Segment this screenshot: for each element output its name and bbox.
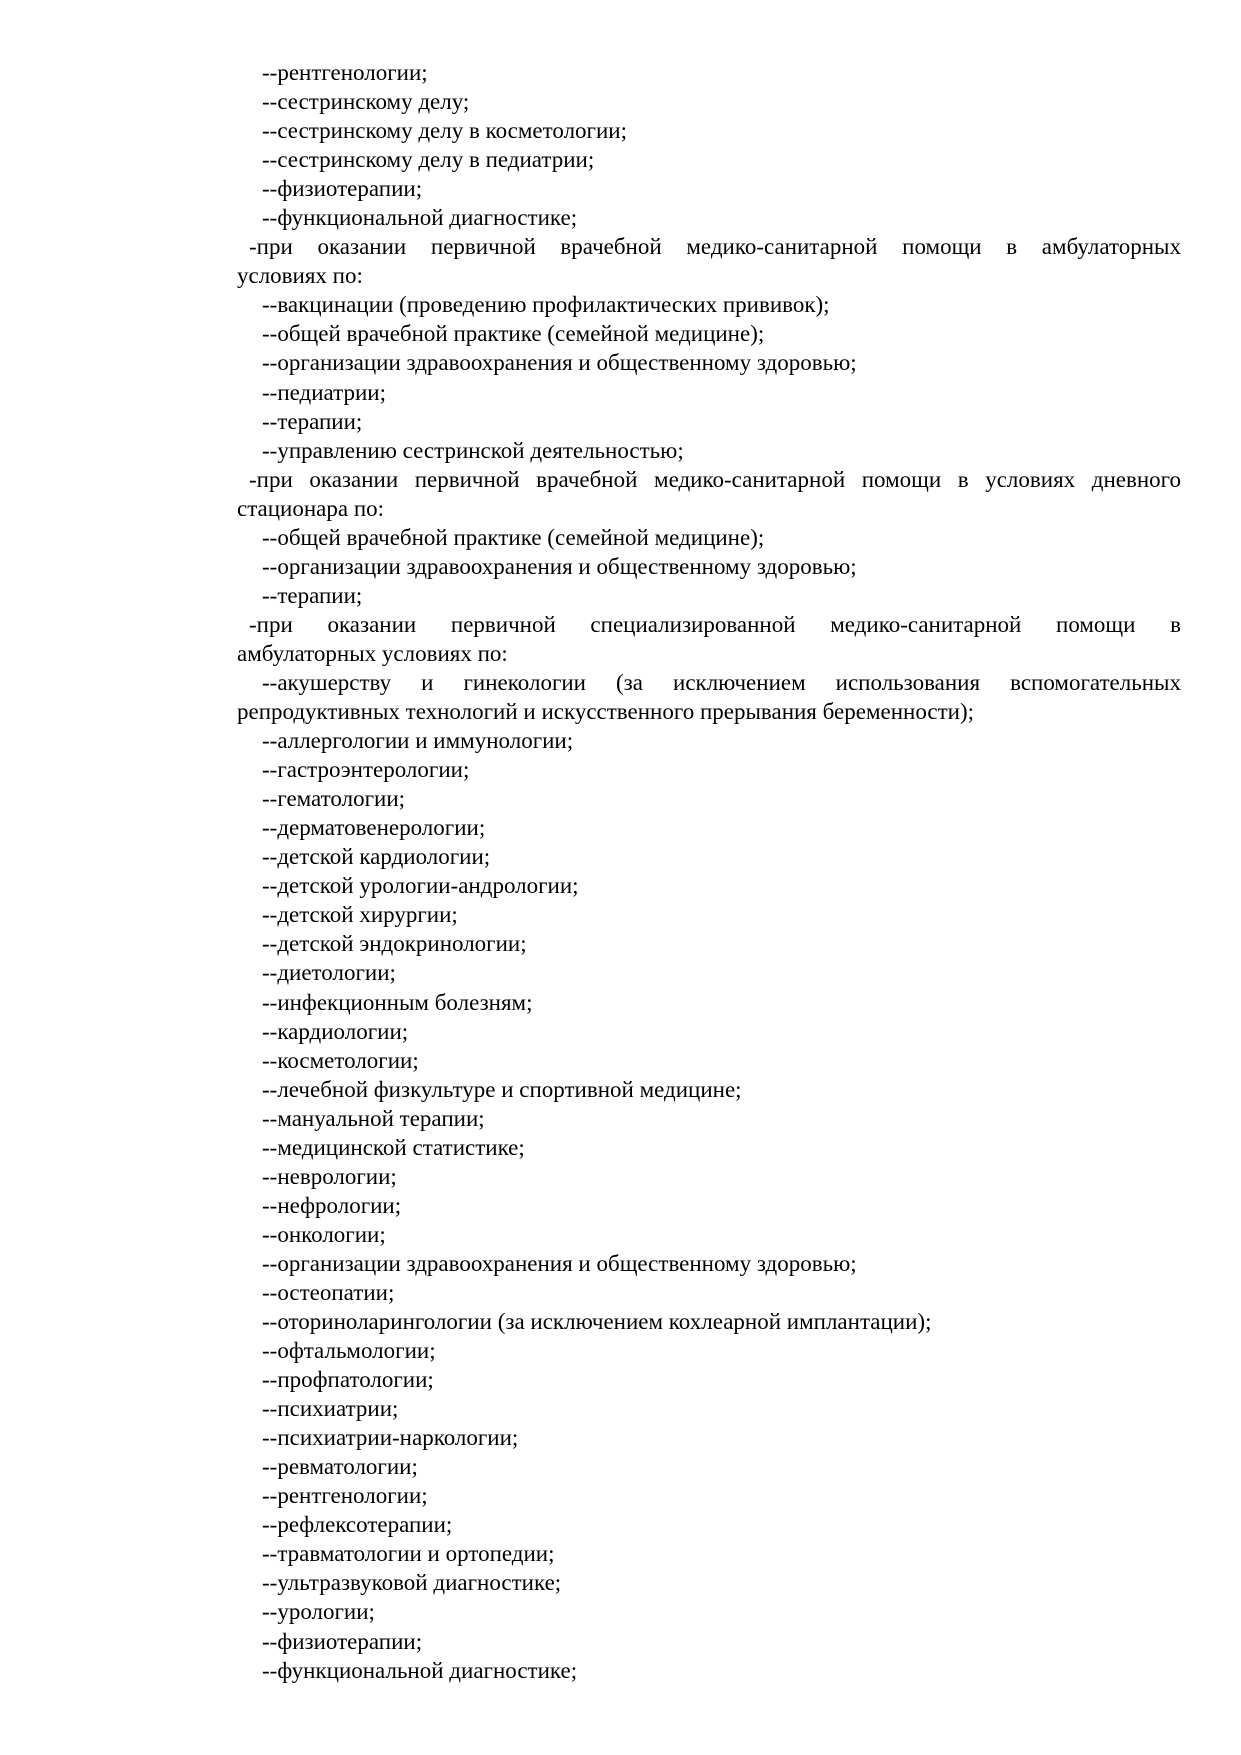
document-line: --урологии; (262, 1599, 375, 1625)
document-line: --вакцинации (проведению профилактических прививок); (262, 292, 830, 318)
document-line: --нефрологии; (262, 1192, 402, 1218)
document-line: --ревматологии; (262, 1454, 418, 1480)
document-line: стационара по: (237, 495, 385, 521)
document-line: --гематологии; (262, 786, 406, 812)
document-line: --функциональной диагностике; (262, 205, 578, 231)
document-line: --рентгенологии; (262, 1483, 428, 1509)
document-line: --офтальмологии; (262, 1338, 436, 1364)
document-line: --организации здравоохранения и общественному здоровью; (262, 553, 857, 579)
document-line: --управлению сестринской деятельностью; (262, 437, 684, 463)
document-line: --организации здравоохранения и общественному здоровью; (262, 1250, 857, 1276)
document-line: --диетологии; (262, 960, 396, 986)
document-line: --детской эндокринологии; (262, 931, 527, 957)
document-line: условиях по: (237, 263, 363, 289)
document-line: --дерматовенерологии; (262, 815, 486, 841)
document-line: --физиотерапии; (262, 1628, 423, 1654)
document-line: --терапии; (262, 408, 363, 434)
document-line: --онкологии; (262, 1221, 386, 1247)
document-line: -при оказании первичной врачебной медико-санитарной помощи в условиях дневного (249, 466, 1181, 492)
document-line: --педиатрии; (262, 379, 386, 405)
document-line: --лечебной физкультуре и спортивной медицине; (262, 1076, 742, 1102)
document-line: --терапии; (262, 582, 363, 608)
document-line: --психиатрии-наркологии; (262, 1425, 519, 1451)
document-line: --общей врачебной практике (семейной медицине); (262, 321, 765, 347)
document-line: --сестринскому делу в педиатрии; (262, 147, 595, 173)
document-line: -при оказании первичной специализированной медико-санитарной помощи в (249, 611, 1181, 637)
document-line: --гастроэнтерологии; (262, 757, 470, 783)
document-line: --сестринскому делу в косметологии; (262, 118, 627, 144)
document-line: --психиатрии; (262, 1396, 399, 1422)
document-line: --аллергологии и иммунологии; (262, 728, 574, 754)
document-line: --оториноларингологии (за исключением кохлеарной имплантации); (262, 1309, 932, 1335)
document-line: --детской кардиологии; (262, 844, 491, 870)
document-line: --физиотерапии; (262, 176, 423, 202)
document-line: --организации здравоохранения и общественному здоровью; (262, 350, 857, 376)
document-line: --инфекционным болезням; (262, 989, 533, 1015)
document-line: --детской хирургии; (262, 902, 458, 928)
document-line: -при оказании первичной врачебной медико-санитарной помощи в амбулаторных (249, 234, 1181, 260)
document-line: --ультразвуковой диагностике; (262, 1570, 562, 1596)
document-line: --сестринскому делу; (262, 89, 470, 115)
document-page (237, 58, 1181, 1685)
document-line: --детской урологии-андрологии; (262, 873, 579, 899)
document-line: репродуктивных технологий и искусственного прерывания беременности); (237, 699, 975, 725)
document-line: --кардиологии; (262, 1018, 409, 1044)
document-line: --общей врачебной практике (семейной медицине); (262, 524, 765, 550)
document-line: --медицинской статистике; (262, 1134, 525, 1160)
document-line: --мануальной терапии; (262, 1105, 485, 1131)
document-line: --неврологии; (262, 1163, 397, 1189)
document-line: --функциональной диагностике; (262, 1657, 578, 1683)
document-line: --травматологии и ортопедии; (262, 1541, 555, 1567)
document-line: --косметологии; (262, 1047, 419, 1073)
document-line: --остеопатии; (262, 1279, 395, 1305)
document-line: амбулаторных условиях по: (237, 640, 508, 666)
document-line: --профпатологии; (262, 1367, 434, 1393)
document-line: --рефлексотерапии; (262, 1512, 453, 1538)
document-line: --акушерству и гинекологии (за исключением использования вспомогательных (262, 669, 1181, 695)
document-line: --рентгенологии; (262, 60, 428, 85)
